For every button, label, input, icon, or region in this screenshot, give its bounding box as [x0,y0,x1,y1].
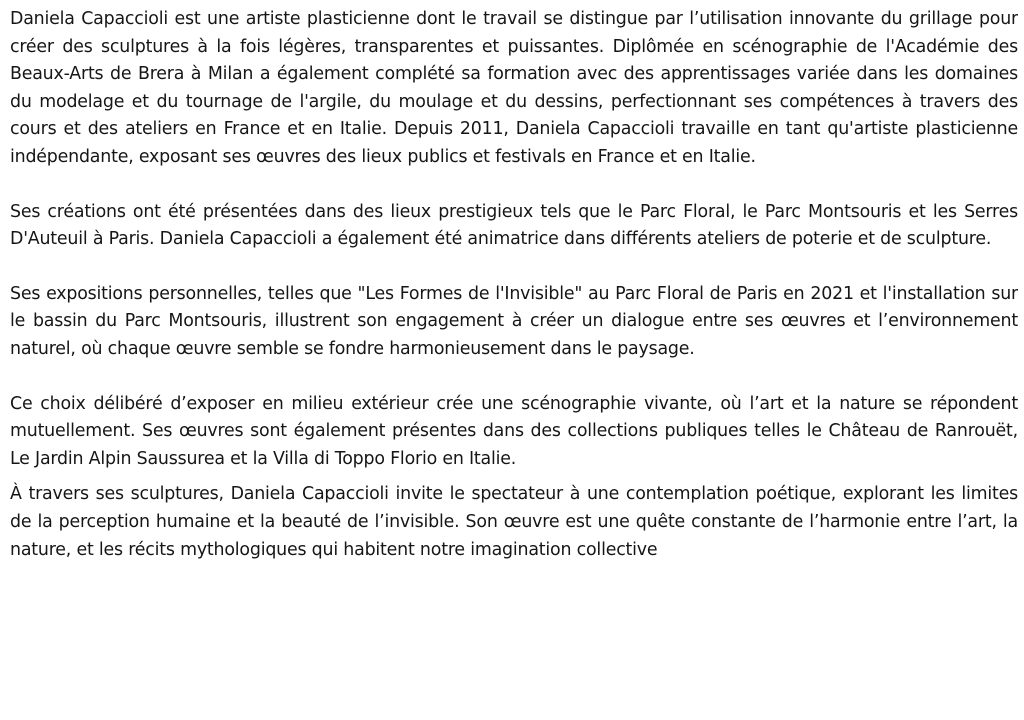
paragraph-exhibitions: Ses expositions personnelles, telles que "Les Formes de l'Invisible" au Parc Floral de Paris en 2021 et l'installation sur le bassin du Parc Montsouris, illustrent son engagement à créer un dialogue entre ses œuvres et l’environnement naturel, où chaque œuvre semble se fondre harmonieusement dans le paysage. [10,283,1018,359]
paragraph-biography: Daniela Capaccioli est une artiste plasticienne dont le travail se distingue par l’utilisation innovante du grillage pour créer des sculptures à la fois légères, transparentes et puissantes. Diplômée en scénographie de l'Académie des Beaux-Arts de Brera à Milan a également complété sa formation avec des apprentissages variée dans les domaines du modelage et du tournage de l'argile, du moulage et du dessins, perfectionnant ses compétences à travers des cours et des ateliers en France et en Italie. Depuis 2011, Daniela Capaccioli travaille en tant qu'artiste plasticienne indépendante, exposant ses œuvres des lieux publics et festivals en France et en Italie. [10,9,1018,167]
paragraph-venues: Ses créations ont été présentées dans des lieux prestigieux tels que le Parc Floral, le Parc Montsouris et les Serres D'Auteuil à Paris. Daniela Capaccioli a également été animatrice dans différents ateliers de poterie et de sculpture. [10,201,1018,250]
paragraph-conclusion: À travers ses sculptures, Daniela Capaccioli invite le spectateur à une contemplation poétique, explorant les limites de la perception humaine et la beauté de l’invisible. Son œuvre est une quête constante de l’harmonie entre l’art, la nature, et les récits mythologiques qui habitent notre imagination collective [10,484,1018,560]
document-page [10,6,1018,714]
paragraph-outdoor-choice: Ce choix délibéré d’exposer en milieu extérieur crée une scénographie vivante, où l’art et la nature se répondent mutuellement. Ses œuvres sont également présentes dans des collections publiques telles le Château de Ranrouët, Le Jardin Alpin Saussurea et la Villa di Toppo Florio en Italie. [10,393,1018,469]
